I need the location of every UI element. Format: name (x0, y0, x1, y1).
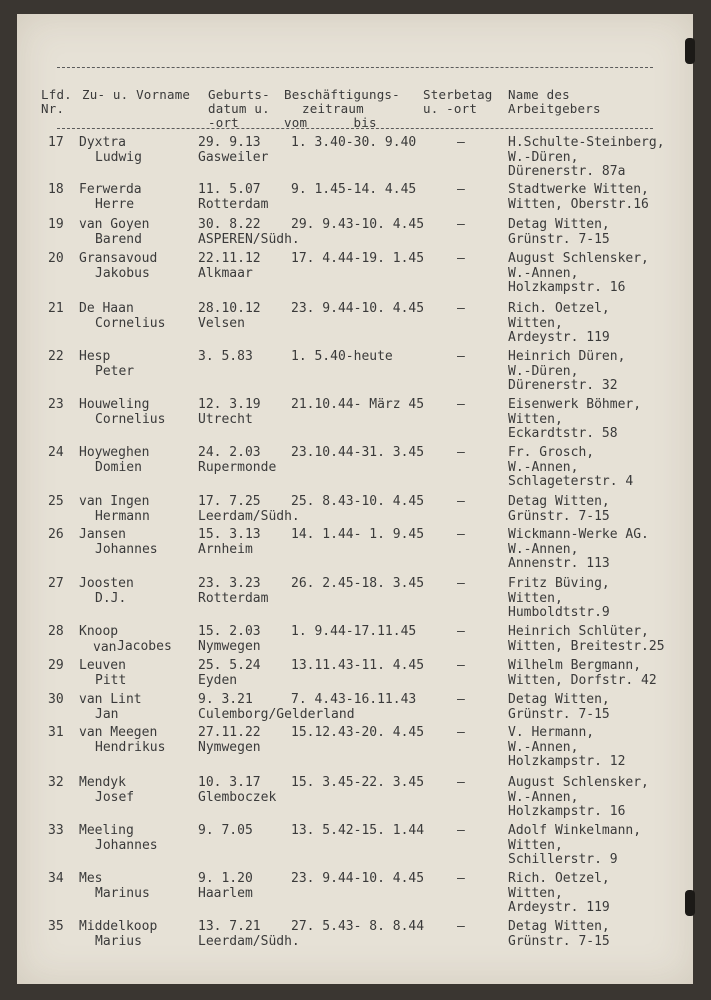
death-date-place: – (457, 658, 465, 673)
person-name: Middelkoop Marius (79, 919, 158, 949)
header-col-arbeitgeber: Name des Arbeitgebers (508, 87, 601, 116)
table-row (17, 446, 693, 500)
death-date-place: – (457, 182, 465, 197)
employment-period: 29. 9.43-10. 4.45 (291, 217, 425, 232)
birth-date-place: 29. 9.13 Gasweiler (198, 135, 269, 165)
birth-date-place: 11. 5.07 Rotterdam (198, 182, 269, 212)
employment-period: 27. 5.43- 8. 8.44 (291, 919, 425, 934)
person-name: Knoop Jacobes van (79, 624, 172, 655)
employment-period: 23. 9.44-10. 4.45 (291, 301, 425, 316)
employer: Fr. Grosch, W.-Annen, Schlageterstr. 4 (508, 445, 634, 489)
employer: Rich. Oetzel, Witten, Ardeystr. 119 (508, 871, 610, 915)
death-date-place: – (457, 251, 465, 266)
birth-date-place: 17. 7.25 Leerdam/Südh. (198, 494, 300, 524)
birth-date-place: 25. 5.24 Eyden (198, 658, 261, 688)
employer: Detag Witten, Grünstr. 7-15 (508, 919, 610, 949)
employer: Adolf Winkelmann, Witten, Schillerstr. 9 (508, 823, 642, 867)
employer: Detag Witten, Grünstr. 7-15 (508, 494, 610, 524)
birth-date-place: 9. 3.21 Culemborg/Gelderland (198, 692, 355, 722)
death-date-place: – (457, 692, 465, 707)
employer: Heinrich Düren, W.-Düren, Dürenerstr. 32 (508, 349, 626, 393)
death-date-place: – (457, 349, 465, 364)
row-number: 30 (48, 692, 64, 707)
employment-period: 9. 1.45-14. 4.45 (291, 182, 417, 197)
employment-period: 21.10.44- März 45 (291, 397, 425, 412)
death-date-place: – (457, 527, 465, 542)
person-name: Mes Marinus (79, 871, 150, 901)
header-col-geburt: Geburts- datum u. -ort (208, 87, 270, 130)
row-number: 27 (48, 576, 64, 591)
birth-date-place: 13. 7.21 Leerdam/Südh. (198, 919, 300, 949)
employment-period: 13.11.43-11. 4.45 (291, 658, 425, 673)
person-name: Hesp Peter (79, 349, 135, 379)
row-number: 21 (48, 301, 64, 316)
birth-date-place: 10. 3.17 Glemboczek (198, 775, 277, 805)
person-name: Meeling Johannes (79, 823, 158, 853)
row-number: 34 (48, 871, 64, 886)
row-number: 26 (48, 527, 64, 542)
table-row (17, 528, 693, 582)
person-name: van Meegen Hendrikus (79, 725, 166, 755)
employment-period: 25. 8.43-10. 4.45 (291, 494, 425, 509)
person-name: Gransavoud Jakobus (79, 251, 158, 281)
employment-period: 1. 9.44-17.11.45 (291, 624, 417, 639)
employment-period: 15.12.43-20. 4.45 (291, 725, 425, 740)
table-row (17, 872, 693, 926)
death-date-place: – (457, 624, 465, 639)
row-number: 29 (48, 658, 64, 673)
birth-date-place: 22.11.12 Alkmaar (198, 251, 261, 281)
table-row (17, 920, 693, 974)
row-number: 19 (48, 217, 64, 232)
table-row (17, 776, 693, 830)
person-name: Ferwerda Herre (79, 182, 142, 212)
employer: August Schlensker, W.-Annen, Holzkampstr. 16 (508, 251, 649, 295)
death-date-place: – (457, 871, 465, 886)
employer: Eisenwerk Böhmer, Witten, Eckardtstr. 58 (508, 397, 642, 441)
employer: Detag Witten, Grünstr. 7-15 (508, 217, 610, 247)
employment-period: 15. 3.45-22. 3.45 (291, 775, 425, 790)
employer: Rich. Oetzel, Witten, Ardeystr. 119 (508, 301, 610, 345)
employment-period: 23. 9.44-10. 4.45 (291, 871, 425, 886)
birth-date-place: 12. 3.19 Utrecht (198, 397, 261, 427)
person-name: Houweling Cornelius (79, 397, 166, 427)
death-date-place: – (457, 775, 465, 790)
employer: V. Hermann, W.-Annen, Holzkampstr. 12 (508, 725, 626, 769)
person-name: van Lint Jan (79, 692, 142, 722)
table-row (17, 398, 693, 452)
birth-date-place: 3. 5.83 (198, 349, 253, 364)
person-name: Jansen Johannes (79, 527, 158, 557)
birth-date-place: 9. 7.05 (198, 823, 253, 838)
punch-hole (685, 38, 695, 64)
person-name: Mendyk Josef (79, 775, 135, 805)
person-name: Dyxtra Ludwig (79, 135, 142, 165)
table-row (17, 302, 693, 356)
person-name: van Ingen Hermann (79, 494, 150, 524)
row-number: 28 (48, 624, 64, 639)
table-row (17, 350, 693, 404)
death-date-place: – (457, 301, 465, 316)
header-col-name: Zu- u. Vorname (82, 87, 191, 102)
death-date-place: – (457, 397, 465, 412)
employer: Wilhelm Bergmann, Witten, Dorfstr. 42 (508, 658, 657, 688)
employer: Heinrich Schlüter, Witten, Breitestr.25 (508, 624, 665, 654)
birth-date-place: 28.10.12 Velsen (198, 301, 261, 331)
employment-period: 14. 1.44- 1. 9.45 (291, 527, 425, 542)
death-date-place: – (457, 576, 465, 591)
header-top-rule (57, 67, 653, 68)
row-number: 35 (48, 919, 64, 934)
person-name: Joosten D.J. (79, 576, 134, 606)
death-date-place: – (457, 135, 465, 150)
employment-period: 13. 5.42-15. 1.44 (291, 823, 425, 838)
birth-date-place: 27.11.22 Nymwegen (198, 725, 261, 755)
birth-date-place: 15. 2.03 Nymwegen (198, 624, 261, 654)
row-number: 22 (48, 349, 64, 364)
employer: Detag Witten, Grünstr. 7-15 (508, 692, 610, 722)
death-date-place: – (457, 217, 465, 232)
employer: Stadtwerke Witten, Witten, Oberstr.16 (508, 182, 649, 212)
employer: Fritz Büving, Witten, Humboldtstr.9 (508, 576, 610, 620)
employment-period: 17. 4.44-19. 1.45 (291, 251, 425, 266)
person-name: Leuven Pitt (79, 658, 127, 688)
employer: Wickmann-Werke AG. W.-Annen, Annenstr. 113 (508, 527, 649, 571)
name-prefix: van (93, 640, 117, 655)
header-bottom-rule (57, 128, 653, 129)
employment-period: 1. 5.40-heute (291, 349, 393, 364)
header-col-sterbetag: Sterbetag u. -ort (423, 87, 493, 116)
table-row (17, 824, 693, 878)
death-date-place: – (457, 725, 465, 740)
table-row (17, 252, 693, 306)
row-number: 18 (48, 182, 64, 197)
row-number: 20 (48, 251, 64, 266)
employer: H.Schulte-Steinberg, W.-Düren, Dürenerstr. 87a (508, 135, 665, 179)
table-row (17, 726, 693, 780)
birth-date-place: 24. 2.03 Rupermonde (198, 445, 277, 475)
row-number: 24 (48, 445, 64, 460)
row-number: 25 (48, 494, 64, 509)
employment-period: 26. 2.45-18. 3.45 (291, 576, 425, 591)
document-page (17, 14, 693, 984)
row-number: 23 (48, 397, 64, 412)
person-name: van Goyen Barend (79, 217, 150, 247)
table-row (17, 577, 693, 631)
birth-date-place: 30. 8.22 ASPEREN/Südh. (198, 217, 300, 247)
employment-period: 1. 3.40-30. 9.40 (291, 135, 417, 150)
death-date-place: – (457, 823, 465, 838)
death-date-place: – (457, 445, 465, 460)
birth-date-place: 23. 3.23 Rotterdam (198, 576, 269, 606)
header-col-besch: Beschäftigungs- zeitraum vom bis (284, 87, 400, 130)
row-number: 32 (48, 775, 64, 790)
death-date-place: – (457, 494, 465, 509)
person-name: De Haan Cornelius (79, 301, 166, 331)
birth-date-place: 15. 3.13 Arnheim (198, 527, 261, 557)
death-date-place: – (457, 919, 465, 934)
person-name: Hoyweghen Domien (79, 445, 150, 475)
employment-period: 23.10.44-31. 3.45 (291, 445, 425, 460)
birth-date-place: 9. 1.20 Haarlem (198, 871, 253, 901)
row-number: 33 (48, 823, 64, 838)
header-col-nr: Lfd. Nr. (41, 87, 72, 116)
row-number: 31 (48, 725, 64, 740)
row-number: 17 (48, 135, 64, 150)
employment-period: 7. 4.43-16.11.43 (291, 692, 417, 707)
employer: August Schlensker, W.-Annen, Holzkampstr. 16 (508, 775, 649, 819)
punch-hole (685, 890, 695, 916)
